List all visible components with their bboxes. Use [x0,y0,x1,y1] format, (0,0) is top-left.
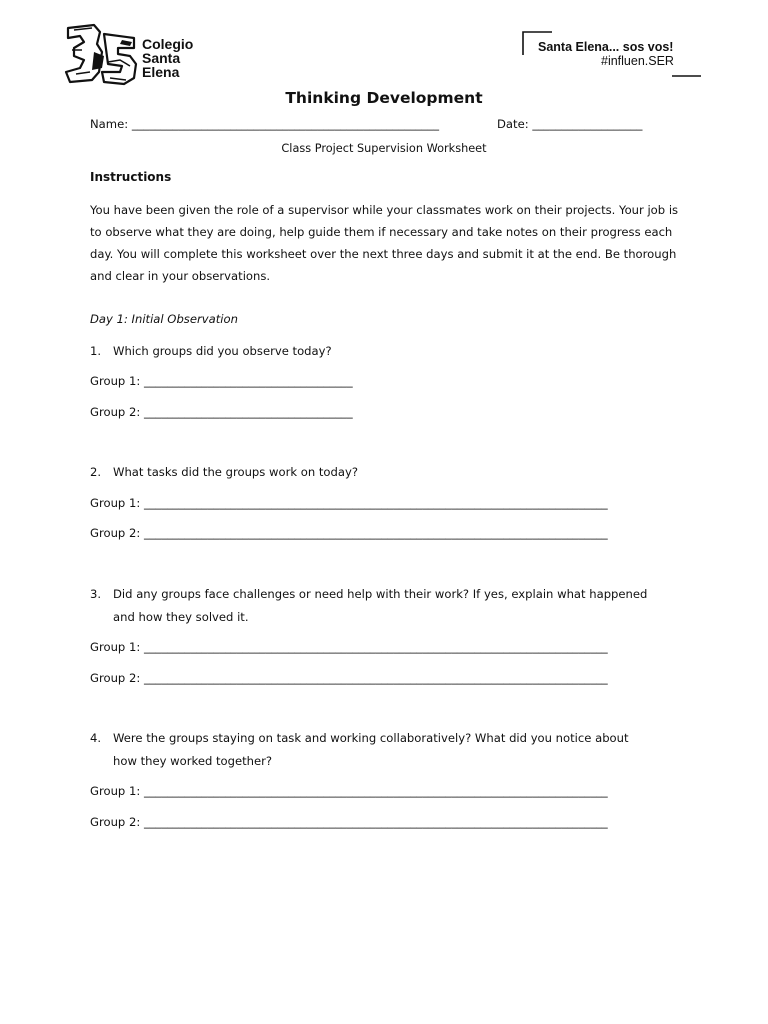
answer-blank[interactable]: ________________________________________________________________________________ [143,526,608,540]
instructions-text: You have been given the role of a supervisor while your classmates work on their projects. Your job is to observe what they are doing, help guide them if necessary and take notes on their progress each day. You will complete this worksheet over the next three days and submit it at the end. Be thorough and clear in your observations. [90,203,679,283]
question-text: Which groups did you observe today? [113,344,332,358]
answer-blank[interactable]: ________________________________________________________________________________ [143,496,608,510]
answer-blank[interactable]: ____________________________________ [143,374,353,388]
instructions-heading: Instructions [90,170,172,184]
date-blank[interactable]: ___________________ [532,117,643,131]
group-label: Group 2: [90,526,141,540]
school-name-line-1: Colegio [142,36,194,52]
answer-blank[interactable]: ____________________________________ [143,405,353,419]
worksheet-title: Thinking Development [285,89,483,107]
answer-blank[interactable]: ________________________________________________________________________________ [143,784,608,798]
q2-group-1[interactable] [90,496,608,510]
question-2 [90,461,680,484]
name-field[interactable] [90,117,439,131]
question-number: 2. [90,465,102,479]
q3-group-2[interactable] [90,671,608,685]
question-text-line-2: how they worked together? [113,753,273,768]
group-label: Group 2: [90,815,141,829]
group-label: Group 1: [90,640,141,654]
group-label: Group 2: [90,671,141,685]
question-number: 4. [90,731,102,745]
question-text-line-1: Were the groups staying on task and working collaboratively? What did you notice about [113,731,629,745]
question-4 [90,727,680,772]
question-number: 1. [90,344,102,358]
worksheet-subtitle: Class Project Supervision Worksheet [281,142,487,155]
school-name [142,37,193,79]
q1-group-1[interactable] [90,374,353,388]
day-heading: Day 1: Initial Observation [90,312,238,326]
group-label: Group 2: [90,405,141,419]
q1-group-2[interactable] [90,405,353,419]
school-name-line-3: Elena [142,64,180,80]
q4-group-1[interactable] [90,784,608,798]
name-label: Name: [90,117,129,131]
group-label: Group 1: [90,784,141,798]
question-number: 3. [90,587,102,601]
answer-blank[interactable]: ________________________________________________________________________________ [143,640,608,654]
question-text-line-1: Did any groups face challenges or need help with their work? If yes, explain what happened [113,587,648,601]
date-label: Date: [497,117,529,131]
date-field[interactable] [497,117,642,131]
group-label: Group 1: [90,374,141,388]
q4-group-2[interactable] [90,815,608,829]
group-label: Group 1: [90,496,141,510]
q3-group-1[interactable] [90,640,608,654]
school-name-line-2: Santa [142,50,181,66]
question-text: What tasks did the groups work on today? [113,465,358,479]
question-1 [90,340,680,363]
answer-blank[interactable]: ________________________________________________________________________________ [143,671,608,685]
slogan-text: Santa Elena... sos vos! [538,40,674,54]
slogan-hashtag: #influen.SER [601,54,674,68]
question-text-line-2: and how they solved it. [113,609,249,624]
name-blank[interactable]: _____________________________________________________ [131,117,440,131]
question-3 [90,583,680,628]
q2-group-2[interactable] [90,526,608,540]
answer-blank[interactable]: ________________________________________________________________________________ [143,815,608,829]
